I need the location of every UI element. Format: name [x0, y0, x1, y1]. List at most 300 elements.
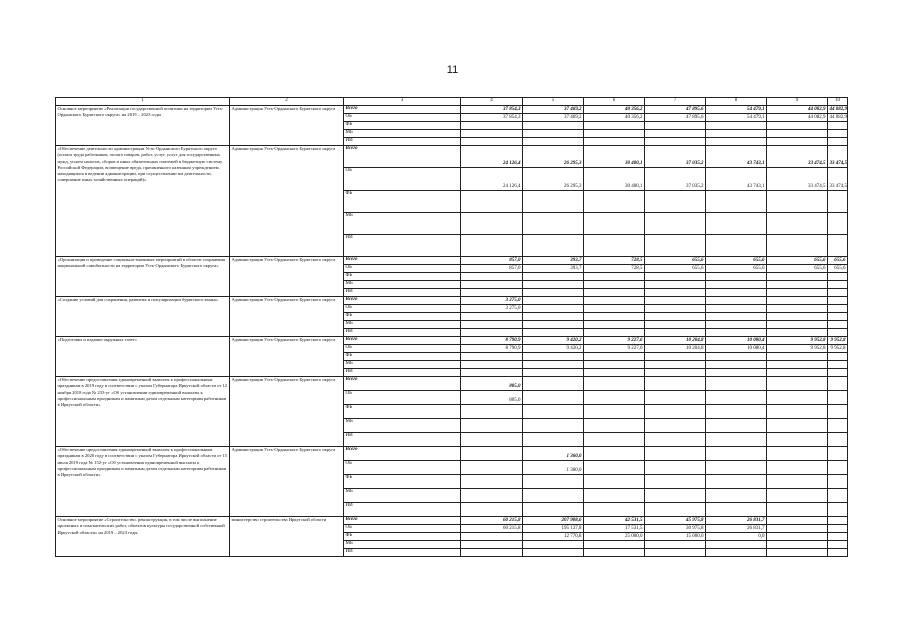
budget-table — [55, 97, 848, 557]
value-cell: 33 474,5 — [828, 168, 848, 191]
value-cell — [645, 447, 706, 461]
value-cell — [461, 273, 523, 281]
value-cell — [767, 541, 828, 549]
table-row — [56, 106, 848, 114]
value-cell — [767, 475, 828, 489]
value-cell — [828, 281, 848, 289]
value-cell — [706, 353, 767, 361]
executor-name: Администрация Усть-Ордынского Бурятского округа — [230, 297, 344, 337]
funding-source: ИИ — [344, 549, 461, 557]
value-cell — [523, 475, 584, 489]
value-cell — [523, 305, 584, 313]
value-cell: 37 854,3 — [461, 106, 523, 114]
value-cell — [523, 353, 584, 361]
table-row — [56, 447, 848, 461]
value-cell: 25 000,0 — [584, 533, 645, 541]
value-cell: 1 360,0 — [523, 447, 584, 461]
column-header: 5 — [523, 98, 584, 106]
value-cell: 655,6 — [645, 257, 706, 265]
value-cell — [828, 313, 848, 321]
column-header: 1 — [56, 98, 230, 106]
value-cell: 44 082,9 — [767, 106, 828, 114]
value-cell — [584, 130, 645, 138]
table-row — [56, 377, 848, 391]
value-cell: 655,6 — [706, 265, 767, 273]
value-cell: 9 952,8 — [767, 337, 828, 345]
funding-source: ФБ — [344, 475, 461, 489]
value-cell: 9 952,8 — [828, 337, 848, 345]
value-cell — [461, 549, 523, 557]
value-cell — [584, 191, 645, 213]
page-number: 11 — [446, 64, 459, 76]
funding-source: ФБ — [344, 273, 461, 281]
table-row — [56, 146, 848, 168]
value-cell — [461, 405, 523, 419]
value-cell — [645, 213, 706, 235]
value-cell: 805,0 — [461, 391, 523, 405]
table-row — [56, 257, 848, 265]
funding-source: ОБ — [344, 345, 461, 353]
value-cell — [828, 353, 848, 361]
value-cell — [461, 433, 523, 447]
value-cell — [523, 329, 584, 337]
value-cell — [767, 281, 828, 289]
value-cell — [645, 273, 706, 281]
value-cell — [706, 321, 767, 329]
value-cell — [706, 369, 767, 377]
value-cell — [828, 549, 848, 557]
value-cell — [523, 489, 584, 503]
value-cell: 44 082,9 — [767, 114, 828, 122]
value-cell — [523, 321, 584, 329]
value-cell: 26 831,7 — [706, 517, 767, 525]
column-header: 3 — [344, 98, 461, 106]
value-cell — [828, 138, 848, 146]
value-cell — [645, 235, 706, 257]
value-cell: 60 215,8 — [461, 517, 523, 525]
value-cell — [767, 122, 828, 130]
value-cell: 30 400,1 — [584, 168, 645, 191]
value-cell — [523, 361, 584, 369]
value-cell — [523, 541, 584, 549]
value-cell: 37 854,3 — [461, 114, 523, 122]
value-cell: 9 952,8 — [767, 345, 828, 353]
value-cell — [584, 297, 645, 305]
value-cell: 43 743,1 — [706, 168, 767, 191]
value-cell — [706, 391, 767, 405]
value-cell: 30 400,1 — [584, 146, 645, 168]
table-header-row — [56, 98, 848, 106]
value-cell: 728,5 — [584, 257, 645, 265]
value-cell — [706, 235, 767, 257]
value-cell: 393,7 — [523, 265, 584, 273]
value-cell: 655,6 — [767, 257, 828, 265]
value-cell — [584, 549, 645, 557]
value-cell — [523, 122, 584, 130]
funding-source: Всего — [344, 377, 461, 391]
column-header: 7 — [645, 98, 706, 106]
value-cell — [767, 391, 828, 405]
value-cell: 195 137,8 — [523, 525, 584, 533]
value-cell: 30 975,8 — [645, 525, 706, 533]
value-cell — [767, 405, 828, 419]
executor-name: Администрация Усть-Ордынского Бурятского округа — [230, 447, 344, 517]
value-cell — [767, 517, 828, 525]
value-cell — [767, 297, 828, 305]
value-cell — [584, 313, 645, 321]
value-cell — [767, 447, 828, 461]
value-cell — [767, 533, 828, 541]
value-cell — [767, 353, 828, 361]
value-cell — [523, 281, 584, 289]
funding-source: ОБ — [344, 461, 461, 475]
column-header: 6 — [584, 98, 645, 106]
value-cell: 857,0 — [461, 257, 523, 265]
funding-source: ИИ — [344, 289, 461, 297]
executor-name: министерство строительства Иркутской области — [230, 517, 344, 557]
funding-source: ОБ — [344, 391, 461, 405]
value-cell: 10 204,8 — [645, 345, 706, 353]
value-cell — [461, 235, 523, 257]
value-cell — [461, 461, 523, 475]
value-cell: 44 082,9 — [829, 106, 847, 112]
value-cell: 24 126,4 — [461, 168, 523, 191]
value-cell: 805,0 — [461, 377, 523, 391]
executor-name: Администрация Усть-Ордынского Бурятского округа — [230, 257, 344, 297]
value-cell — [523, 213, 584, 235]
value-cell: 42 531,5 — [584, 517, 645, 525]
value-cell — [645, 122, 706, 130]
value-cell — [706, 405, 767, 419]
value-cell — [461, 213, 523, 235]
executor-name: Администрация Усть-Ордынского Бурятского округа — [230, 377, 344, 447]
value-cell — [645, 503, 706, 517]
value-cell — [645, 191, 706, 213]
value-cell — [523, 377, 584, 391]
value-cell: 3 275,0 — [461, 297, 523, 305]
value-cell — [645, 130, 706, 138]
value-cell — [767, 369, 828, 377]
value-cell — [584, 503, 645, 517]
value-cell — [645, 461, 706, 475]
value-cell: 47 895,6 — [645, 106, 706, 114]
value-cell: 33 474,5 — [767, 168, 828, 191]
value-cell — [461, 130, 523, 138]
funding-source: Всего — [344, 297, 461, 305]
value-cell — [767, 377, 828, 391]
funding-source: ОБ — [344, 168, 461, 191]
value-cell — [584, 281, 645, 289]
value-cell — [828, 391, 848, 405]
value-cell — [461, 281, 523, 289]
value-cell — [706, 297, 767, 305]
column-header: 2 — [230, 98, 344, 106]
value-cell — [584, 289, 645, 297]
value-cell: 9 227,6 — [584, 345, 645, 353]
funding-source: ФБ — [344, 191, 461, 213]
funding-source: ИИ — [344, 138, 461, 146]
activity-name: Основное мероприятие «Строительство, реконструкция, в том числе выполнение проектных и изыскательских работ, объектов культуры государственной собственной Иркутской области» на 2019 – 2023 годы — [56, 517, 230, 557]
table-row — [56, 297, 848, 305]
value-cell — [828, 297, 848, 305]
value-cell — [523, 138, 584, 146]
value-cell — [645, 405, 706, 419]
value-cell: 207 908,6 — [523, 517, 584, 525]
value-cell — [828, 447, 848, 461]
value-cell: 655,6 — [645, 265, 706, 273]
column-header: 8 — [706, 98, 767, 106]
value-cell: 10 080,4 — [706, 337, 767, 345]
value-cell: 43 743,1 — [706, 146, 767, 168]
value-cell: 37 469,2 — [523, 114, 584, 122]
value-cell — [584, 369, 645, 377]
value-cell: 33 474,5 — [767, 146, 828, 168]
value-cell — [706, 489, 767, 503]
value-cell — [645, 321, 706, 329]
funding-source: МБ — [344, 213, 461, 235]
value-cell: 9 420,2 — [523, 337, 584, 345]
column-header: 4 — [461, 98, 523, 106]
value-cell — [584, 461, 645, 475]
value-cell: 47 895,6 — [645, 114, 706, 122]
value-cell — [828, 503, 848, 517]
value-cell: 37 469,2 — [523, 106, 584, 114]
value-cell — [767, 213, 828, 235]
value-cell — [828, 433, 848, 447]
value-cell — [645, 313, 706, 321]
value-cell — [706, 273, 767, 281]
funding-source: ОБ — [344, 525, 461, 533]
executor-name: Администрация Усть-Ордынского Бурятского округа — [230, 337, 344, 377]
value-cell — [523, 130, 584, 138]
value-cell — [767, 329, 828, 337]
value-cell — [645, 138, 706, 146]
value-cell — [584, 419, 645, 433]
value-cell: 9 227,6 — [584, 337, 645, 345]
value-cell — [584, 447, 645, 461]
value-cell — [645, 549, 706, 557]
funding-source: ОБ — [344, 265, 461, 273]
value-cell — [645, 391, 706, 405]
funding-source: ИИ — [344, 235, 461, 257]
value-cell — [645, 433, 706, 447]
funding-source: ИИ — [344, 369, 461, 377]
value-cell — [584, 361, 645, 369]
value-cell — [767, 305, 828, 313]
column-header: 10 — [828, 98, 848, 106]
value-cell — [461, 361, 523, 369]
funding-source: ОБ — [344, 114, 461, 122]
value-cell — [584, 353, 645, 361]
value-cell — [645, 377, 706, 391]
value-cell — [767, 419, 828, 433]
value-cell — [706, 447, 767, 461]
value-cell — [767, 525, 828, 533]
value-cell — [767, 321, 828, 329]
value-cell: 37 035,2 — [645, 146, 706, 168]
value-cell — [461, 475, 523, 489]
value-cell — [584, 391, 645, 405]
value-cell: 12 770,8 — [523, 533, 584, 541]
funding-source: МБ — [344, 361, 461, 369]
value-cell: 33 474,5 — [828, 146, 848, 168]
funding-source: ФБ — [344, 405, 461, 419]
funding-source: МБ — [344, 541, 461, 549]
value-cell — [584, 329, 645, 337]
table-row — [56, 517, 848, 525]
value-cell — [828, 525, 848, 533]
value-cell — [645, 289, 706, 297]
value-cell — [584, 138, 645, 146]
value-cell — [767, 130, 828, 138]
value-cell — [767, 361, 828, 369]
value-cell — [523, 405, 584, 419]
value-cell — [828, 517, 848, 525]
value-cell — [523, 549, 584, 557]
value-cell — [706, 289, 767, 297]
value-cell — [645, 305, 706, 313]
value-cell — [461, 138, 523, 146]
value-cell — [645, 353, 706, 361]
value-cell — [584, 541, 645, 549]
value-cell — [767, 549, 828, 557]
value-cell: 0,0 — [706, 533, 767, 541]
value-cell — [523, 191, 584, 213]
value-cell — [461, 533, 523, 541]
value-cell: 60 215,8 — [461, 525, 523, 533]
value-cell: 26 295,3 — [523, 168, 584, 191]
value-cell — [706, 122, 767, 130]
value-cell — [706, 191, 767, 213]
value-cell: 9 420,2 — [523, 345, 584, 353]
value-cell — [584, 122, 645, 130]
value-cell — [828, 321, 848, 329]
value-cell — [828, 475, 848, 489]
value-cell: 24 126,4 — [461, 146, 523, 168]
value-cell — [461, 353, 523, 361]
value-cell — [645, 475, 706, 489]
value-cell — [523, 273, 584, 281]
funding-source: Всего — [344, 517, 461, 525]
funding-source: Всего — [344, 106, 461, 114]
value-cell — [767, 289, 828, 297]
value-cell — [767, 489, 828, 503]
value-cell — [706, 549, 767, 557]
value-cell — [706, 433, 767, 447]
value-cell — [523, 503, 584, 517]
value-cell — [828, 130, 848, 138]
value-cell — [461, 191, 523, 213]
value-cell — [461, 541, 523, 549]
value-cell — [706, 461, 767, 475]
value-cell — [828, 122, 848, 130]
value-cell — [706, 313, 767, 321]
value-cell — [645, 281, 706, 289]
value-cell — [523, 391, 584, 405]
value-cell — [767, 273, 828, 281]
value-cell: 44 082,9 — [829, 114, 847, 120]
funding-source: МБ — [344, 419, 461, 433]
table-body — [56, 98, 848, 557]
value-cell: 40 356,2 — [584, 106, 645, 114]
value-cell: 1 360,0 — [523, 461, 584, 475]
value-cell — [706, 419, 767, 433]
value-cell — [706, 361, 767, 369]
value-cell — [828, 329, 848, 337]
funding-source: ФБ — [344, 313, 461, 321]
value-cell — [828, 369, 848, 377]
value-cell: 54 479,1 — [706, 106, 767, 114]
value-cell — [767, 503, 828, 517]
value-cell — [828, 419, 848, 433]
value-cell — [584, 213, 645, 235]
funding-source: ФБ — [344, 353, 461, 361]
value-cell: 40 356,2 — [584, 114, 645, 122]
activity-name: Основное мероприятие «Реализация государственной политики на территории Усть-Ордынского Бурятского округа» на 2019 – 2023 годы — [56, 106, 230, 146]
value-cell: 37 035,2 — [645, 168, 706, 191]
activity-name: «Обеспечение предоставления единовременной выплаты к профессиональным праздникам в 2020 году в соответствии с указом Губернатора Иркутской области от 15 июля 2019 года № 152-уг «Об установлении единовременной выплаты к профессиональным праздникам и памятным датам отдельным категориям работников в Иркутской области» — [56, 447, 230, 517]
value-cell — [828, 305, 848, 313]
value-cell — [461, 503, 523, 517]
funding-source: Всего — [344, 257, 461, 265]
funding-source: ФБ — [344, 533, 461, 541]
activity-name: «Создание условий для сохранения, развития и популяризации бурятского языка» — [56, 297, 230, 337]
value-cell — [523, 419, 584, 433]
value-cell: 54 479,1 — [706, 114, 767, 122]
activity-name: «Обеспечение предоставления единовременной выплаты к профессиональным праздникам в 2019 году в соответствии с указом Губернатора Иркутской области от 12 ноября 2018 года № 233-уг «Об установлении единовременной выплаты к профессиональным праздникам и памятным датам отдельным категориям работников в Иркутской области» — [56, 377, 230, 447]
value-cell — [584, 273, 645, 281]
value-cell — [645, 489, 706, 503]
funding-source: Всего — [344, 337, 461, 345]
value-cell — [584, 377, 645, 391]
value-cell — [767, 313, 828, 321]
funding-source: ИИ — [344, 433, 461, 447]
value-cell — [706, 329, 767, 337]
value-cell — [461, 489, 523, 503]
value-cell: 10 080,4 — [706, 345, 767, 353]
value-cell — [828, 273, 848, 281]
value-cell — [645, 361, 706, 369]
value-cell: 26 295,3 — [523, 146, 584, 168]
value-cell — [828, 213, 848, 235]
value-cell — [523, 235, 584, 257]
value-cell — [828, 489, 848, 503]
value-cell — [706, 138, 767, 146]
value-cell: 857,0 — [461, 265, 523, 273]
value-cell — [828, 541, 848, 549]
value-cell: 655,6 — [706, 257, 767, 265]
value-cell — [706, 541, 767, 549]
value-cell — [645, 329, 706, 337]
value-cell — [584, 305, 645, 313]
value-cell: 8 790,9 — [461, 337, 523, 345]
value-cell — [645, 297, 706, 305]
value-cell — [706, 305, 767, 313]
executor-name: Администрация Усть-Ордынского Бурятского округа — [230, 106, 344, 146]
value-cell — [584, 475, 645, 489]
value-cell — [767, 235, 828, 257]
value-cell — [828, 461, 848, 475]
value-cell — [461, 369, 523, 377]
column-header: 9 — [767, 98, 828, 106]
funding-source: МБ — [344, 321, 461, 329]
value-cell — [523, 433, 584, 447]
value-cell — [706, 475, 767, 489]
value-cell — [461, 289, 523, 297]
value-cell — [461, 313, 523, 321]
value-cell: 10 204,8 — [645, 337, 706, 345]
value-cell — [523, 297, 584, 305]
